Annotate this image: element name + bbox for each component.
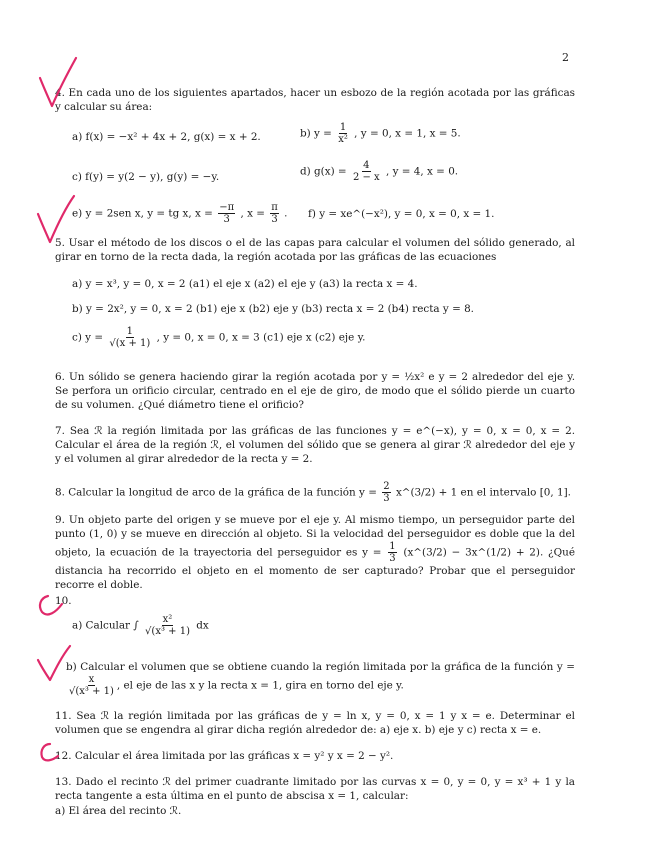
problem-9-fraction: $\frac{1}{3}$ xyxy=(389,541,396,565)
problem-9-text-1: 9. Un objeto parte del origen y se mueve por el eje y. Al mismo tiempo, un perseguidor parte del punto (1, 0) y se mueve en dirección al objeto. Si la velocidad del perseguidor es doble que la del objeto, la ecuación de la trayectoria del perseguidor es y = xyxy=(55,514,575,559)
problem-10a-fraction: $\frac{\text{x²}}{\text{√(x³ + 1)}}$ xyxy=(145,614,190,637)
problem-9-text-2: . ¿Qué distancia ha recorrido el objeto en el momento de ser capturado? Probar que el perseguidor recorre el doble. xyxy=(55,546,575,592)
problem-7: 7. Sea ℛ la región limitada por las gráficas de las funciones y = e^(−x), y = 0, x = 0, x = 2. Calcular el área de la región ℛ, el volumen del sólido que se genera al girar ℛ alrededor del eje y y el volumen al girar alrededor de la recta y = 2. xyxy=(55,425,575,466)
problem-5a: a) y = x³, y = 0, x = 2 (a1) el eje x (a2) el eje y (a3) la recta x = 4. xyxy=(72,278,418,290)
problem-4c: c) f(y) = y(2 − y), g(y) = −y. xyxy=(72,171,220,183)
problem-8 xyxy=(55,481,571,504)
problem-8-post: x^(3/2) + 1 en el intervalo [0, 1]. xyxy=(395,486,571,499)
problem-13: 13. Dado el recinto ℛ del primer cuadrante limitado por las curvas x = 0, y = 0, y = x³ + 1 y la recta tangente a esta última en el punto de abscisa x = 1, calcular: xyxy=(55,776,575,803)
problem-4b-pre: b) y = xyxy=(300,127,332,140)
problem-9 xyxy=(55,513,575,592)
problem-4b xyxy=(300,122,461,145)
problem-4e-fraction-1: $\frac{-\pi}{3}$ xyxy=(219,202,235,225)
problem-10b xyxy=(66,660,575,697)
problem-10b-text-1: b) Calcular el volumen que se obtiene cuando la región limitada por la gráfica de la función y = xyxy=(66,661,575,673)
problem-4d-pre: d) g(x) = xyxy=(300,165,347,178)
problem-4d-fraction: $\frac{4}{2 - x}$ xyxy=(352,160,380,183)
problem-6: 6. Un sólido se genera haciendo girar la región acotada por y = ½x² e y = 2 alrededor del eje y. Se perfora un orificio circular, centrado en el eje de giro, de modo que el sólido pierde un cuarto de su volumen. ¿Qué diámetro tiene el orificio? xyxy=(55,371,575,412)
problem-10b-text-2: , el eje de las x y la recta x = 1, gira en torno del eje y. xyxy=(116,679,404,692)
problem-4e-post: . xyxy=(284,207,288,220)
problem-4d-post: , y = 4, x = 0. xyxy=(386,165,459,178)
problem-10b-fraction: $\frac{x}{\text{√(x³ + 1)}}$ xyxy=(69,674,114,698)
problem-8-fraction: $\frac{2}{3}$ xyxy=(383,481,390,504)
problem-10a-post: dx xyxy=(196,619,209,632)
problem-4f: f) y = xe^(−x²), y = 0, x = 0, x = 1. xyxy=(308,208,495,220)
problem-10a-pre: a) Calcular ∫ xyxy=(72,619,139,632)
problem-12: 12. Calcular el área limitada por las gráficas x = y² y x = 2 − y². xyxy=(55,750,394,762)
problem-4e-pre: e) y = 2sen x, y = tg x, x = xyxy=(72,207,213,220)
problem-5c-fraction: $\frac{1}{√(x + 1)}$ xyxy=(109,326,151,349)
problem-4e-mid: , x = xyxy=(240,207,265,220)
problem-5b: b) y = 2x², y = 0, x = 2 (b1) eje x (b2) eje y (b3) recta x = 2 (b4) recta y = 8. xyxy=(72,303,474,315)
page-number: 2 xyxy=(562,51,569,64)
problem-5c-post: , y = 0, x = 0, x = 3 (c1) eje x (c2) eje y. xyxy=(156,331,366,344)
problem-4d xyxy=(300,160,458,183)
problem-5-intro: 5. Usar el método de los discos o el de las capas para calcular el volumen del sólido generado, al girar en torno de la recta dada, la región acotada por las gráficas de las ecuaciones xyxy=(55,237,575,264)
problem-4b-fraction: $\frac{1}{\text{x²}}$ xyxy=(338,122,348,145)
problem-4a: a) f(x) = −x² + 4x + 2, g(x) = x + 2. xyxy=(72,131,261,143)
problem-4e-fraction-2: $\frac{\pi}{3}$ xyxy=(271,202,278,225)
problem-10-label: 10. xyxy=(55,595,72,607)
problem-9-paren: (x^(3/2) − 3x^(1/2) + 2) xyxy=(403,546,540,559)
problem-4b-post: , y = 0, x = 1, x = 5. xyxy=(354,127,461,140)
problem-4-intro: 4. En cada uno de los siguientes apartados, hacer un esbozo de la región acotada por las gráficas y calcular su área: xyxy=(55,87,575,114)
problem-8-pre: 8. Calcular la longitud de arco de la gráfica de la función y = xyxy=(55,486,377,499)
problem-11: 11. Sea ℛ la región limitada por las gráficas de y = ln x, y = 0, x = 1 y x = e. Determinar el volumen que se engendra al girar dicha región alrededor de: a) eje x. b) eje y c) recta x = e. xyxy=(55,710,575,737)
problem-5c-pre: c) y = xyxy=(72,331,104,344)
problem-13a: a) El área del recinto ℛ. xyxy=(55,805,182,817)
problem-4e xyxy=(72,202,287,225)
problem-10a xyxy=(72,614,209,637)
problem-5c xyxy=(72,326,365,349)
